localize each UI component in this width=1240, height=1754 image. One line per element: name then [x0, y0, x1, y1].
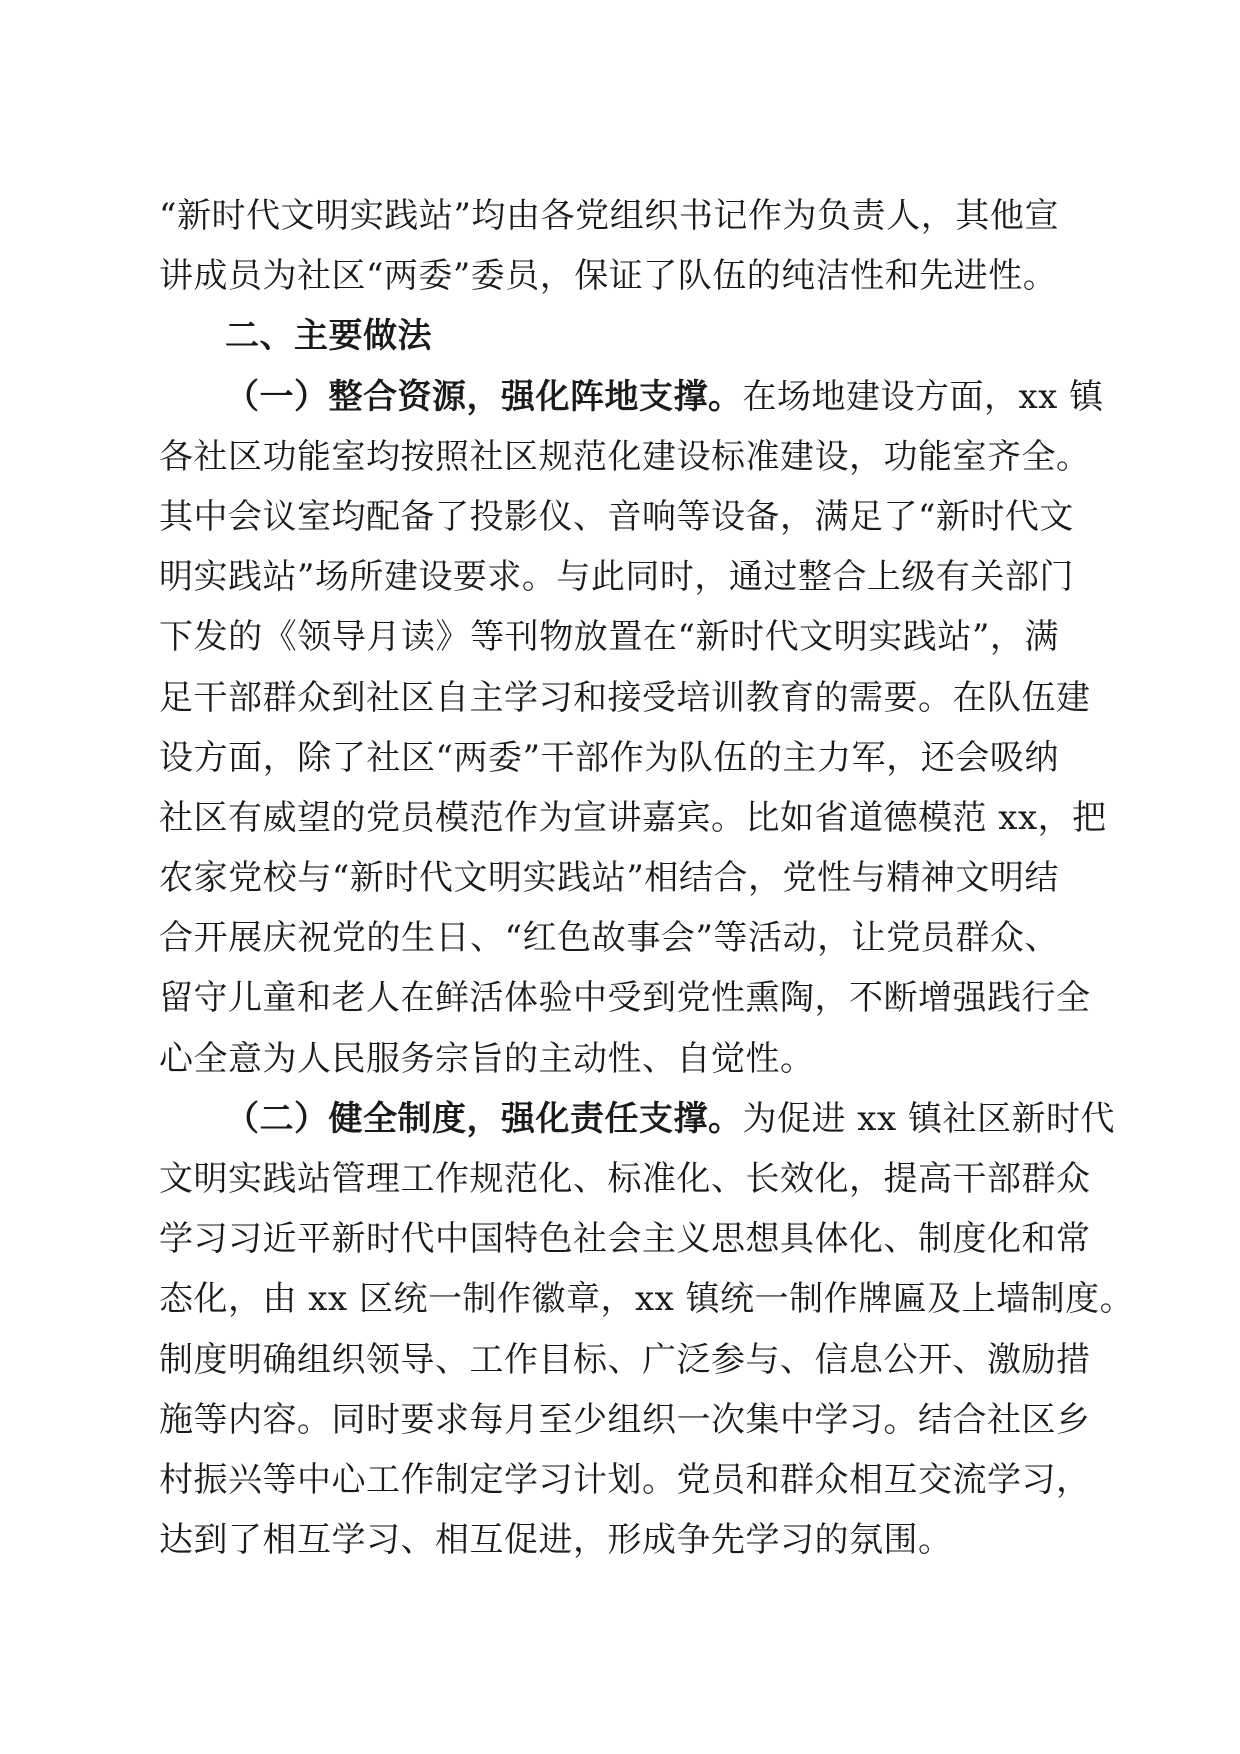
paragraph-2-line: 足干部群众到社区自主学习和接受培训教育的需要。在队伍建	[159, 677, 1091, 718]
paragraph-2-line-1	[159, 367, 1104, 427]
section-heading: 二、主要做法	[225, 316, 432, 357]
paragraph-3-first-text: 为促进 xx 镇社区新时代	[742, 1098, 1115, 1139]
paragraph-1-line-1: “新时代文明实践站”均由各党组织书记作为负责人，其他宣	[159, 196, 1059, 236]
paragraph-2-line: 下发的《领导月读》等刊物放置在“新时代文明实践站”，满	[159, 617, 1059, 658]
paragraph-1-line-2: 讲成员为社区“两委”委员，保证了队伍的纯洁性和先进性。	[159, 256, 1058, 297]
paragraph-2-line: 各社区功能室均按照社区规范化建设标准建设，功能室齐全。	[159, 436, 1091, 477]
paragraph-3-line: 村振兴等中心工作制定学习计划。党员和群众相互交流学习，	[159, 1459, 1091, 1500]
paragraph-2-line: 其中会议室均配备了投影仪、音响等设备，满足了“新时代文	[159, 496, 1074, 537]
paragraph-2-line: 留守儿童和老人在鲜活体验中受到党性熏陶，不断增强践行全	[159, 978, 1091, 1019]
paragraph-3-line: 学习习近平新时代中国特色社会主义思想具体化、制度化和常	[159, 1219, 1091, 1260]
paragraph-2-line: 心全意为人民服务宗旨的主动性、自觉性。	[159, 1038, 815, 1079]
paragraph-3-line: 施等内容。同时要求每月至少组织一次集中学习。结合社区乡	[159, 1399, 1091, 1440]
paragraph-3-line: 文明实践站管理工作规范化、标准化、长效化，提高干部群众	[159, 1159, 1091, 1199]
paragraph-2-line: 设方面，除了社区“两委”干部作为队伍的主力军，还会吸纳	[159, 737, 1059, 778]
document-body	[159, 186, 1135, 1570]
paragraph-3-line: 态化，由 xx 区统一制作徽章，xx 镇统一制作牌匾及上墙制度。	[159, 1279, 1135, 1320]
paragraph-2-first-text: 在场地建设方面，xx 镇	[742, 376, 1104, 417]
paragraph-2-line: 明实践站”场所建设要求。与此同时，通过整合上级有关部门	[159, 557, 1074, 598]
paragraph-3-line: 制度明确组织领导、工作目标、广泛参与、信息公开、激励措	[159, 1339, 1091, 1380]
paragraph-2-line: 社区有威望的党员模范作为宣讲嘉宾。比如省道德模范 xx，把	[159, 797, 1107, 838]
paragraph-2-line: 合开展庆祝党的生日、“红色故事会”等活动，让党员群众、	[159, 918, 1059, 959]
paragraph-3-line: 达到了相互学习、相互促进，形成争先学习的氛围。	[159, 1520, 953, 1561]
subsection-1-title: （一）整合资源，强化阵地支撑。	[225, 376, 743, 417]
subsection-2-title: （二）健全制度，强化责任支撑。	[225, 1098, 743, 1139]
paragraph-2-line: 农家党校与“新时代文明实践站”相结合，党性与精神文明结	[159, 858, 1059, 899]
paragraph-3-line-1	[159, 1089, 1115, 1149]
